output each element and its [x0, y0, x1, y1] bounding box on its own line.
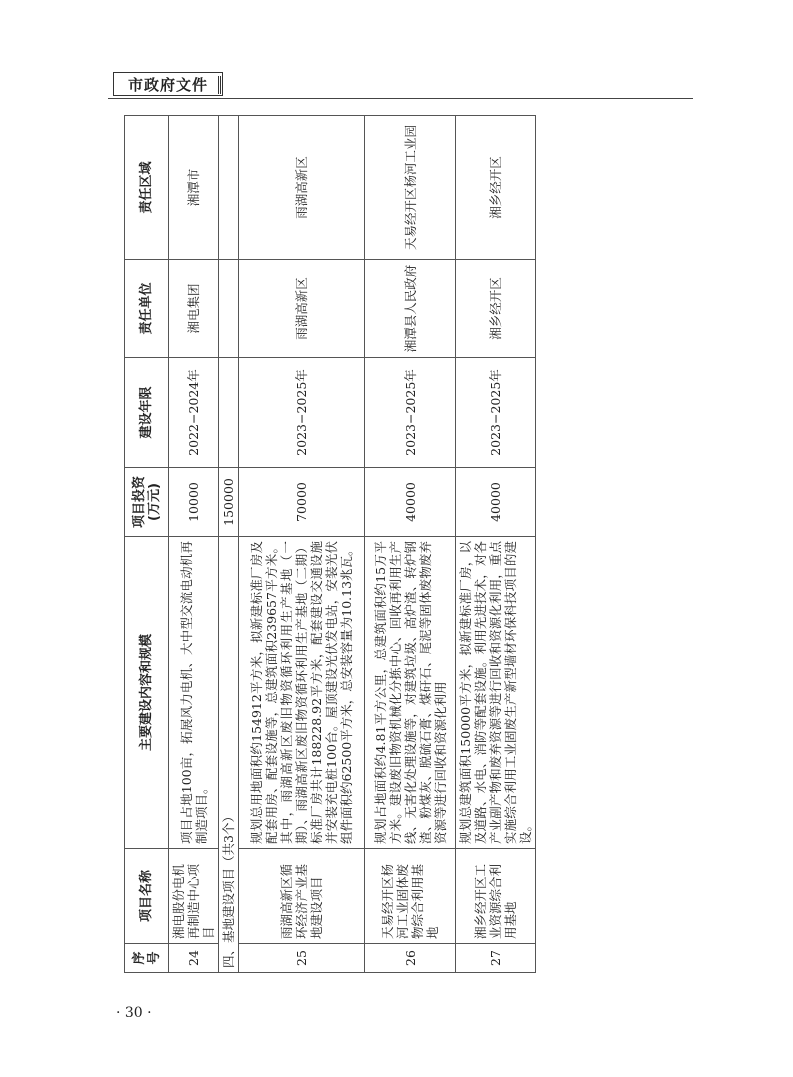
- header-badge: [113, 72, 223, 96]
- cell-content: 项目占地100亩，拓展风力电机、大中型交流电动机再制造项目。: [169, 537, 219, 849]
- table-row: [365, 116, 456, 973]
- cell-seq: 27: [456, 944, 536, 973]
- cell-content: 规划总建筑面积150000平方米，拟新建标准厂房，以及道路、水电、消防等配套设施。利用先进技术，对各产业副产物和废弃资源等进行回收和资源化利用，重点实施综合利用工业固废生产新型墙材环保科技项目的建设。: [456, 537, 536, 849]
- cell-period: 2023−2025年: [239, 358, 365, 468]
- rotated-table-area: [124, 116, 533, 973]
- table-row: [169, 116, 219, 973]
- table-wrapper: [124, 116, 533, 973]
- cell-unit: 湘乡经开区: [456, 260, 536, 358]
- section-row: [219, 116, 239, 973]
- cell-region: 雨湖高新区: [239, 116, 365, 260]
- cell-content: 规划总用地面积约154912平方米，拟新建标准厂房及配套用房、配套设施等，总建筑面积239657平方米。其中，雨湖高新区废旧物资循环利用生产基地（一期）、雨湖高新区废旧物资循环利用生产基地（二期）标准厂房共计188228.92平方米，配套建设交通设施并安装充电桩100台。屋顶建设光伏发电站，安装光伏组件面积约62500平方米，总安装容量为10.13兆瓦。: [239, 537, 365, 849]
- cell-region: 湘乡经开区: [456, 116, 536, 260]
- cell-region: 湘潭市: [169, 116, 219, 260]
- cell-unit: 湘电集团: [169, 260, 219, 358]
- header-unit: 责任单位: [125, 260, 169, 358]
- cell-seq: 24: [169, 944, 219, 973]
- header-seq: 序号: [125, 944, 169, 973]
- table-header-row: [125, 116, 169, 973]
- cell-seq: 26: [365, 944, 456, 973]
- section-empty-region: [219, 116, 239, 260]
- cell-investment: 40000: [456, 468, 536, 537]
- cell-region: 天易经开区杨河工业园: [365, 116, 456, 260]
- cell-seq: 25: [239, 944, 365, 973]
- table-row: [456, 116, 536, 973]
- section-investment: 150000: [219, 468, 239, 537]
- section-empty-period: [219, 358, 239, 468]
- cell-period: 2023−2025年: [456, 358, 536, 468]
- cell-investment: 40000: [365, 468, 456, 537]
- cell-period: 2023−2025年: [365, 358, 456, 468]
- header-rule: [108, 98, 693, 99]
- cell-name: 湘乡经开区工业资源综合利用基地: [456, 849, 536, 944]
- page-number: · 30 ·: [116, 1005, 152, 1021]
- header-name: 项目名称: [125, 849, 169, 944]
- header-period: 建设年限: [125, 358, 169, 468]
- cell-investment: 10000: [169, 468, 219, 537]
- cell-name: 湘电股份电机再制造中心项目: [169, 849, 219, 944]
- cell-unit: 湘潭县人民政府: [365, 260, 456, 358]
- cell-name: 雨湖高新区循环经济产业基地建设项目: [239, 849, 365, 944]
- cell-name: 天易经开区杨河工业固体废物综合利用基地: [365, 849, 456, 944]
- section-empty-unit: [219, 260, 239, 358]
- header-investment: 项目投资(万元): [125, 468, 169, 537]
- cell-period: 2022−2024年: [169, 358, 219, 468]
- project-table: [124, 115, 536, 973]
- header-region: 责任区域: [125, 116, 169, 260]
- section-label: 四、基地建设项目（共3个）: [219, 537, 239, 973]
- cell-content: 规划占地面积约4.81平方公里，总建筑面积约15万平方米。建设废旧物资机械化分拣中心、回收再利用生产线、无害化处理设施等，对建筑垃圾、高炉渣、转炉钢渣、粉煤灰、脱硫石膏、煤矸石、尾泥等固体废物废弃资源等进行回收和资源化利用: [365, 537, 456, 849]
- cell-investment: 70000: [239, 468, 365, 537]
- cell-unit: 雨湖高新区: [239, 260, 365, 358]
- header-title: 市政府文件: [127, 75, 208, 94]
- table-row: [239, 116, 365, 973]
- header-content: 主要建设内容和规模: [125, 537, 169, 849]
